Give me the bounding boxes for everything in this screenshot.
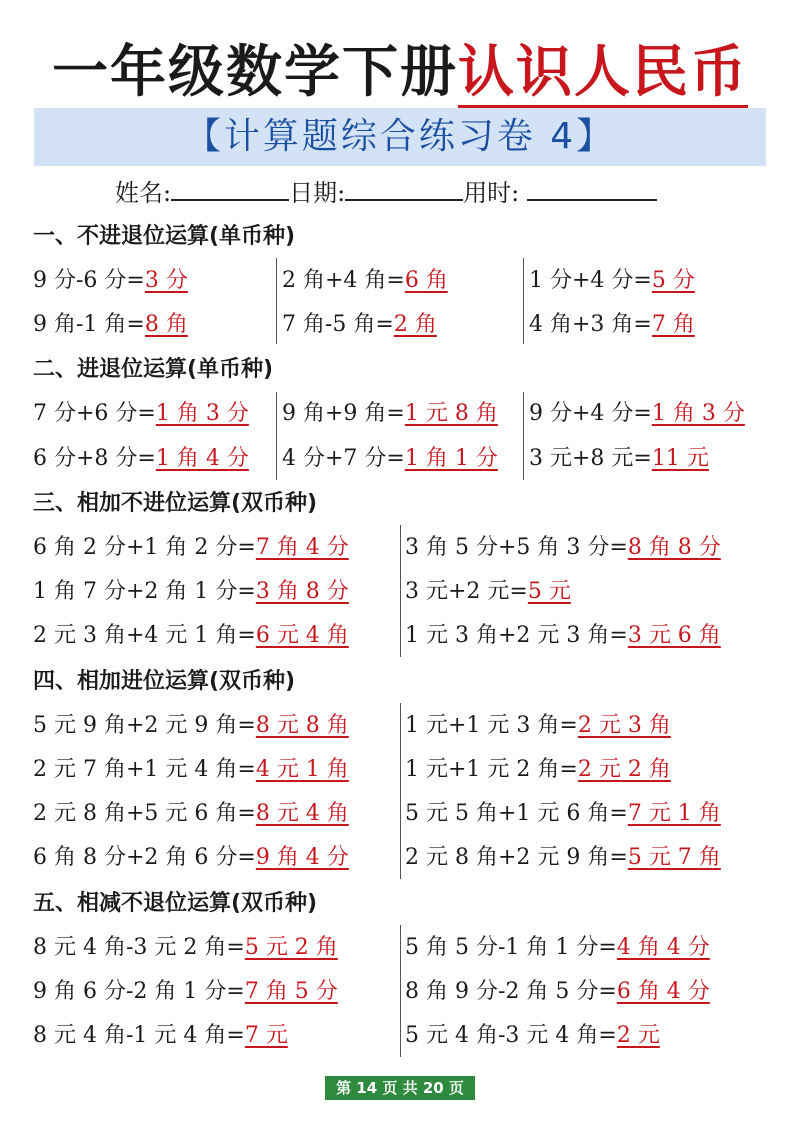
problem-item: 8 元 4 角-3 元 2 角=5 元 2 角 xyxy=(33,935,338,960)
answer: 7 元 1 角 xyxy=(627,801,721,826)
answer: 1 角 1 分 xyxy=(404,446,498,471)
answer: 5 元 xyxy=(527,579,571,604)
answer: 8 角 xyxy=(144,312,188,337)
problem-item: 4 角+3 角=7 角 xyxy=(529,312,695,337)
subtitle: 【计算题综合练习卷 4】 xyxy=(184,116,616,157)
page-number: 第 14 页 共 20 页 xyxy=(325,1076,475,1100)
answer: 2 元 xyxy=(616,1023,660,1048)
problem-item: 9 角 6 分-2 角 1 分=7 角 5 分 xyxy=(33,979,338,1004)
answer: 7 角 4 分 xyxy=(255,535,349,560)
answer: 6 角 4 分 xyxy=(616,979,710,1004)
answer: 1 角 3 分 xyxy=(651,401,745,426)
answer: 9 角 4 分 xyxy=(255,845,349,870)
section-title-2: 二、进退位运算(单币种) xyxy=(33,357,274,382)
answer: 4 角 4 分 xyxy=(616,935,710,960)
column-divider xyxy=(400,525,401,657)
problem-item: 1 元+1 元 2 角=2 元 2 角 xyxy=(405,757,671,782)
section-title-3: 三、相加不进位运算(双币种) xyxy=(33,491,318,516)
answer: 5 元 2 角 xyxy=(244,935,338,960)
column-divider xyxy=(276,258,277,344)
answer: 8 元 8 角 xyxy=(255,713,349,738)
answer: 11 元 xyxy=(651,446,709,471)
problem-item: 3 元+8 元=11 元 xyxy=(529,446,709,471)
problem-item: 2 元 8 角+5 元 6 角=8 元 4 角 xyxy=(33,801,349,826)
problem-item: 6 分+8 分=1 角 4 分 xyxy=(33,446,249,471)
problem-item: 8 元 4 角-1 元 4 角=7 元 xyxy=(33,1023,288,1048)
column-divider xyxy=(400,703,401,879)
problem-item: 5 角 5 分-1 角 1 分=4 角 4 分 xyxy=(405,935,710,960)
answer: 7 角 xyxy=(651,312,695,337)
problem-item: 6 角 2 分+1 角 2 分=7 角 4 分 xyxy=(33,535,349,560)
answer: 7 角 5 分 xyxy=(244,979,338,1004)
time-blank[interactable] xyxy=(527,175,657,201)
problem-item: 1 元+1 元 3 角=2 元 3 角 xyxy=(405,713,671,738)
problem-item: 2 元 3 角+4 元 1 角=6 元 4 角 xyxy=(33,623,349,648)
answer: 5 元 7 角 xyxy=(627,845,721,870)
name-label: 姓名: xyxy=(115,179,172,207)
date-blank[interactable] xyxy=(345,175,463,201)
answer: 8 角 8 分 xyxy=(627,535,721,560)
problem-item: 4 分+7 分=1 角 1 分 xyxy=(282,446,498,471)
answer: 3 角 8 分 xyxy=(255,579,349,604)
student-info-line xyxy=(115,175,735,211)
column-divider xyxy=(523,392,524,480)
time-label: 用时: xyxy=(463,179,520,207)
answer: 2 元 2 角 xyxy=(577,757,671,782)
problem-item: 2 元 8 角+2 元 9 角=5 元 7 角 xyxy=(405,845,721,870)
section-title-5: 五、相减不退位运算(双币种) xyxy=(33,891,318,916)
problem-item: 2 元 7 角+1 元 4 角=4 元 1 角 xyxy=(33,757,349,782)
answer: 3 分 xyxy=(144,268,188,293)
section-title-4: 四、相加进位运算(双币种) xyxy=(33,669,296,694)
problem-item: 6 角 8 分+2 角 6 分=9 角 4 分 xyxy=(33,845,349,870)
answer: 2 角 xyxy=(393,312,437,337)
answer: 8 元 4 角 xyxy=(255,801,349,826)
problem-item: 3 角 5 分+5 角 3 分=8 角 8 分 xyxy=(405,535,721,560)
problem-item: 2 角+4 角=6 角 xyxy=(282,268,448,293)
date-label: 日期: xyxy=(289,179,346,207)
problem-item: 5 元 4 角-3 元 4 角=2 元 xyxy=(405,1023,660,1048)
problem-item: 1 分+4 分=5 分 xyxy=(529,268,695,293)
name-blank[interactable] xyxy=(171,175,289,201)
answer: 1 元 8 角 xyxy=(404,401,498,426)
problem-item: 1 元 3 角+2 元 3 角=3 元 6 角 xyxy=(405,623,721,648)
problem-item: 5 元 5 角+1 元 6 角=7 元 1 角 xyxy=(405,801,721,826)
section-title-1: 一、不进退位运算(单币种) xyxy=(33,224,296,249)
answer: 7 元 xyxy=(244,1023,288,1048)
problem-item: 9 角+9 角=1 元 8 角 xyxy=(282,401,498,426)
answer: 4 元 1 角 xyxy=(255,757,349,782)
title-main: 一年级数学下册 xyxy=(52,40,458,105)
problem-item: 5 元 9 角+2 元 9 角=8 元 8 角 xyxy=(33,713,349,738)
problem-item: 9 分+4 分=1 角 3 分 xyxy=(529,401,745,426)
answer: 1 角 3 分 xyxy=(155,401,249,426)
problem-item: 9 角-1 角=8 角 xyxy=(33,312,188,337)
answer: 5 分 xyxy=(651,268,695,293)
column-divider xyxy=(400,925,401,1057)
page-title xyxy=(0,38,800,108)
answer: 2 元 3 角 xyxy=(577,713,671,738)
problem-item: 7 分+6 分=1 角 3 分 xyxy=(33,401,249,426)
answer: 6 元 4 角 xyxy=(255,623,349,648)
problem-item: 1 角 7 分+2 角 1 分=3 角 8 分 xyxy=(33,579,349,604)
answer: 3 元 6 角 xyxy=(627,623,721,648)
column-divider xyxy=(276,392,277,480)
problem-item: 8 角 9 分-2 角 5 分=6 角 4 分 xyxy=(405,979,710,1004)
answer: 1 角 4 分 xyxy=(155,446,249,471)
title-highlight: 认识人民币 xyxy=(458,40,748,110)
problem-item: 9 分-6 分=3 分 xyxy=(33,268,188,293)
problem-item: 3 元+2 元=5 元 xyxy=(405,579,571,604)
column-divider xyxy=(523,258,524,344)
answer: 6 角 xyxy=(404,268,448,293)
problem-item: 7 角-5 角=2 角 xyxy=(282,312,437,337)
